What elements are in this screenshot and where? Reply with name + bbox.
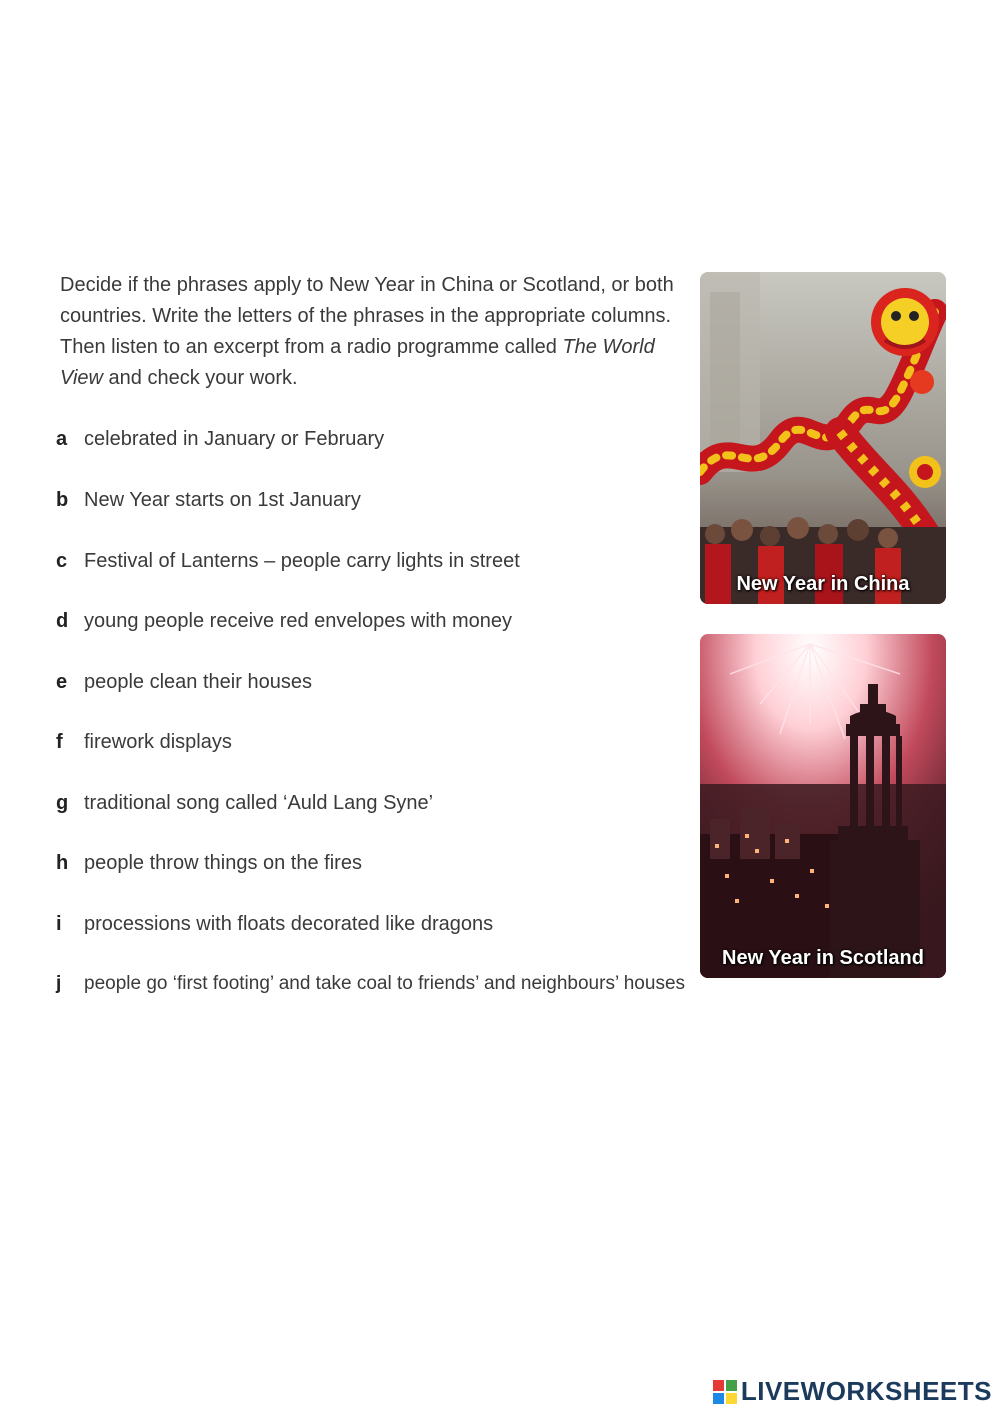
dragon-dance-illustration bbox=[700, 272, 946, 604]
phrase-letter: a bbox=[56, 428, 68, 450]
phrase-text: traditional song called ‘Auld Lang Syne’ bbox=[84, 792, 434, 814]
instructions bbox=[60, 270, 680, 394]
phrase-text: processions with floats decorated like dragons bbox=[84, 913, 494, 935]
phrase-text: firework displays bbox=[84, 731, 232, 753]
phrase-letter: d bbox=[56, 610, 69, 632]
phrase-letter: e bbox=[56, 671, 68, 693]
instructions-text-2: and check your work. bbox=[103, 367, 298, 389]
photo-caption-china: New Year in China bbox=[736, 573, 910, 595]
phrase-item-c bbox=[56, 550, 520, 573]
phrase-letter: h bbox=[56, 852, 69, 874]
phrase-item-g bbox=[56, 792, 433, 815]
phrase-letter: j bbox=[56, 973, 62, 994]
phrase-text: people clean their houses bbox=[84, 671, 312, 693]
phrase-item-i bbox=[56, 913, 493, 936]
phrase-text: celebrated in January or February bbox=[84, 428, 385, 450]
instructions-text-1: Decide if the phrases apply to New Year in China or Scotland, or both countries. Write the letters of the phrases in the appropriate columns. Then listen to an excerpt from a radio programme called bbox=[60, 274, 674, 358]
phrase-item-b bbox=[56, 489, 361, 512]
fireworks-castle-illustration bbox=[700, 634, 946, 978]
phrase-text: people go ‘first footing’ and take coal to friends’ and neighbours’ houses bbox=[84, 973, 686, 994]
brand-name: LIVEWORKSHEETS bbox=[740, 1376, 992, 1406]
phrase-letter: b bbox=[56, 489, 69, 511]
phrase-letter: i bbox=[56, 913, 62, 935]
phrase-letter: g bbox=[56, 792, 69, 814]
phrase-text: young people receive red envelopes with money bbox=[84, 610, 513, 632]
phrase-item-f bbox=[56, 731, 232, 754]
liveworksheets-brand bbox=[713, 1376, 992, 1407]
photo-caption-scotland: New Year in Scotland bbox=[722, 947, 924, 969]
phrase-letter: f bbox=[56, 731, 63, 753]
programme-title: The World View bbox=[60, 336, 655, 389]
phrase-item-j bbox=[56, 973, 685, 995]
phrase-item-a bbox=[56, 428, 384, 451]
phrase-text: people throw things on the fires bbox=[84, 852, 362, 874]
photo-scotland bbox=[700, 634, 946, 978]
phrase-text: Festival of Lanterns – people carry lights in street bbox=[84, 550, 520, 572]
photo-china bbox=[700, 272, 946, 604]
phrase-item-e bbox=[56, 671, 312, 694]
phrase-letter: c bbox=[56, 550, 68, 572]
phrase-item-h bbox=[56, 852, 362, 875]
phrase-text: New Year starts on 1st January bbox=[84, 489, 361, 511]
phrase-item-d bbox=[56, 610, 512, 633]
liveworksheets-logo-icon bbox=[713, 1380, 737, 1404]
